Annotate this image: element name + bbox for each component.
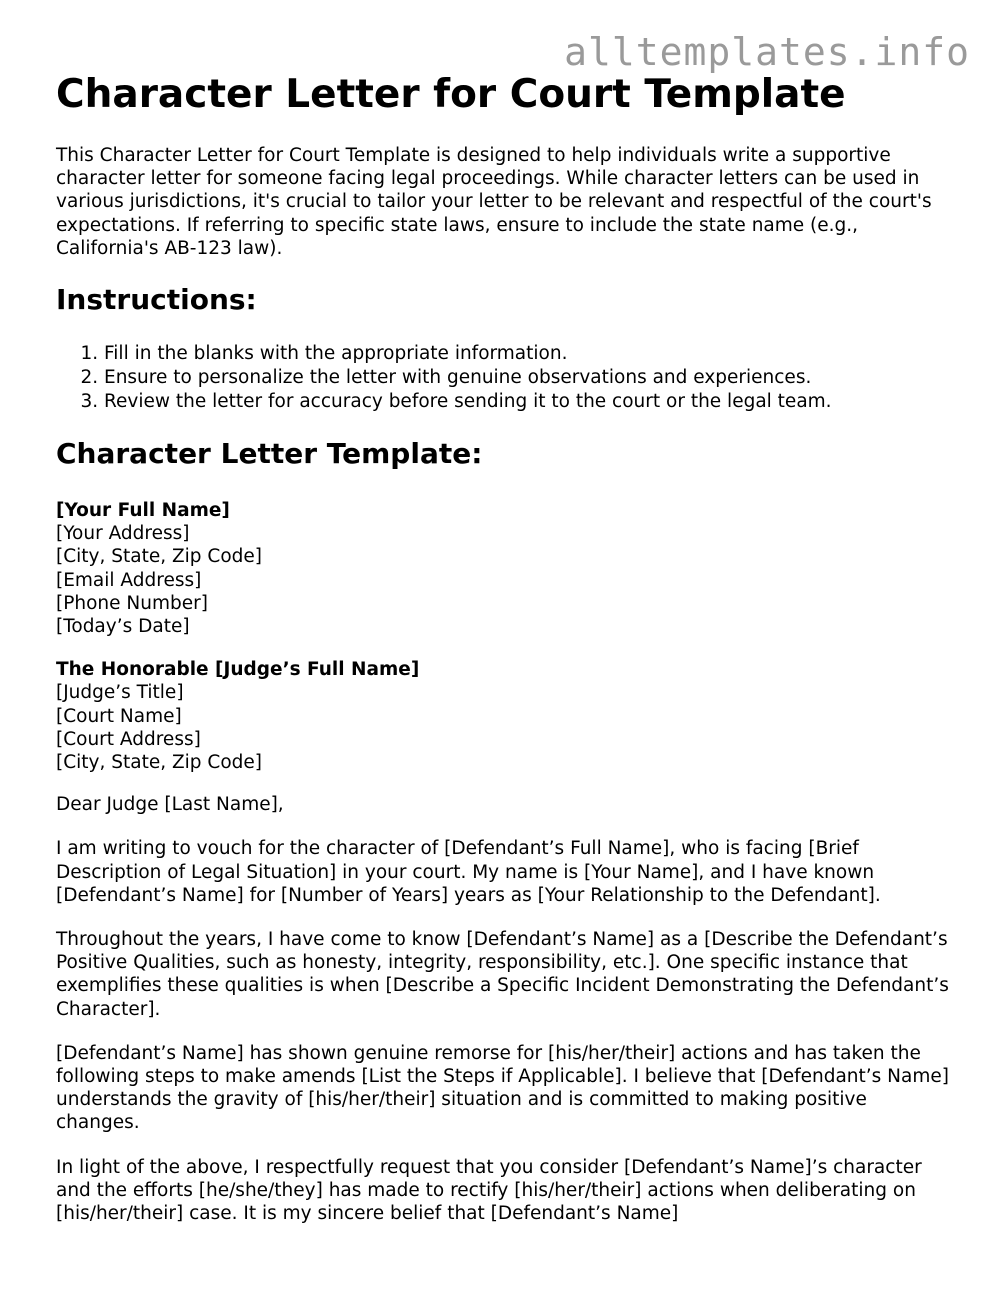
- instruction-item: 1. Fill in the blanks with the appropriate information.: [104, 342, 951, 366]
- template-heading: Character Letter Template:: [56, 437, 483, 471]
- letter-paragraph: [Defendant’s Name] has shown genuine remorse for [his/her/their] actions and has taken the following steps to make amends [List the Steps if Applicable]. I believe that [Defendant’s Name] understands the gravity of [his/her/their] situation and is committed to making positive changes.: [56, 1042, 949, 1134]
- document-page: [56, 72, 951, 1225]
- recipient-city: [City, State, Zip Code]: [56, 752, 262, 774]
- recipient-block: [56, 658, 951, 774]
- intro-paragraph: This Character Letter for Court Template is designed to help individuals write a supportive character letter for someone facing legal proceedings. While character letters can be used in various jurisdictions, it's crucial to tailor your letter to be relevant and respectful of the court's expectations. If referring to specific state laws, ensure to include the state name (e.g., California's AB-123 law).: [56, 145, 932, 259]
- sender-address: [Your Address]: [56, 523, 190, 545]
- salutation: Dear Judge [Last Name],: [56, 794, 284, 816]
- recipient-court: [Court Name]: [56, 705, 182, 727]
- sender-date: [Today’s Date]: [56, 616, 190, 638]
- instruction-item: 2. Ensure to personalize the letter with genuine observations and experiences.: [104, 366, 951, 390]
- recipient-title: [Judge’s Title]: [56, 682, 184, 704]
- page-title: Character Letter for Court Template: [56, 72, 846, 117]
- instructions-list: [56, 342, 951, 414]
- letter-paragraph: I am writing to vouch for the character of [Defendant’s Full Name], who is facing [Brief Description of Legal Situation] in your court. My name is [Your Name], and I have known [Defendant’s Name] for [Number of Years] years as [Your Relationship to the Defendant].: [56, 838, 881, 906]
- sender-city: [City, State, Zip Code]: [56, 546, 262, 568]
- instructions-heading: Instructions:: [56, 283, 257, 317]
- recipient-name: The Honorable [Judge’s Full Name]: [56, 659, 420, 681]
- recipient-address: [Court Address]: [56, 728, 201, 750]
- sender-block: [56, 499, 951, 638]
- watermark: alltemplates.info: [564, 30, 970, 74]
- instruction-item: 3. Review the letter for accuracy before sending it to the court or the legal team.: [104, 390, 951, 414]
- letter-paragraph: In light of the above, I respectfully request that you consider [Defendant’s Name]’s character and the efforts [he/she/they] has made to rectify [his/her/their] actions when deliberating on [his/her/their] case. It is my sincere belief that [Defendant’s Name]: [56, 1156, 922, 1225]
- letter-paragraph: Throughout the years, I have come to know [Defendant’s Name] as a [Describe the Defendant’s Positive Qualities, such as honesty, integrity, responsibility, etc.]. One specific instance that exemplifies these qualities is when [Describe a Specific Incident Demonstrating the Defendant’s Character].: [56, 929, 949, 1020]
- sender-email: [Email Address]: [56, 569, 202, 591]
- sender-name: [Your Full Name]: [56, 500, 230, 522]
- sender-phone: [Phone Number]: [56, 592, 208, 614]
